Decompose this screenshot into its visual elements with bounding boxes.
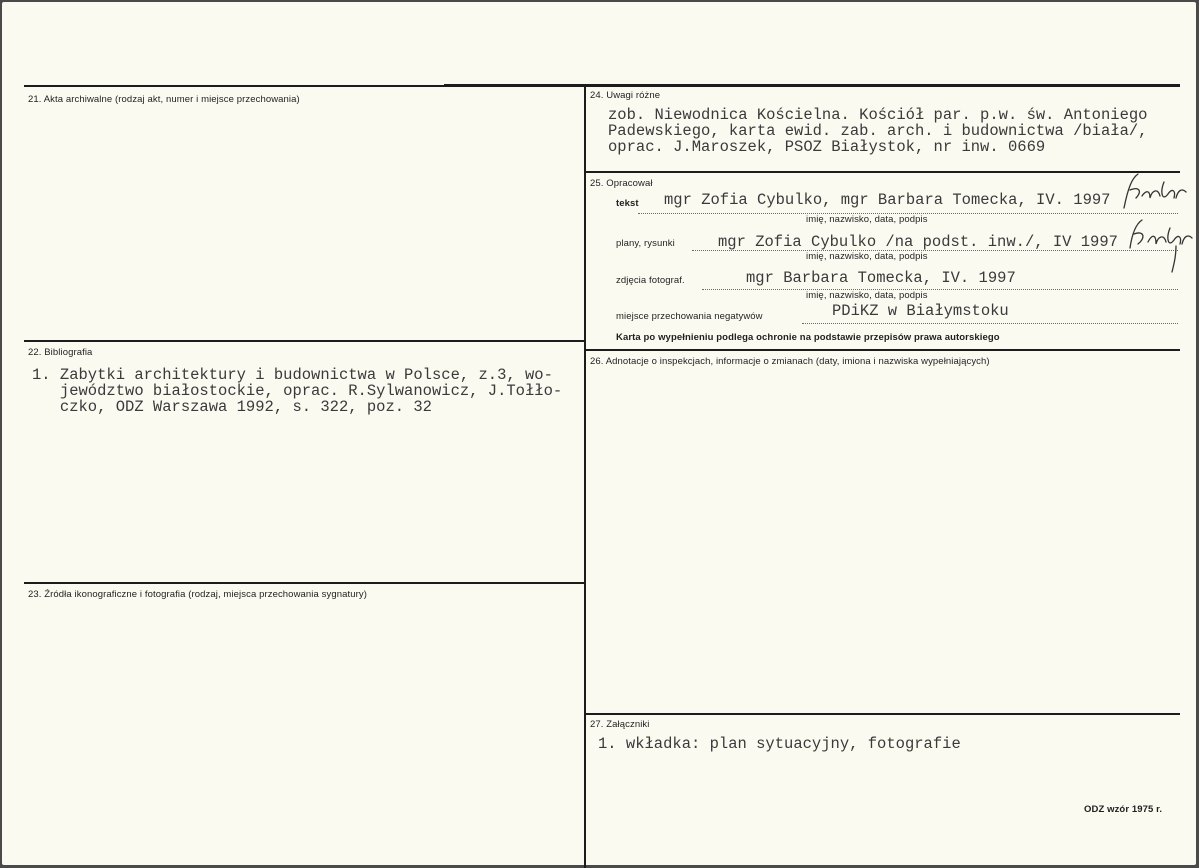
rule-after-26 (586, 713, 1180, 715)
plany-dotted-line (692, 250, 1178, 251)
section-23-label: 23. Źródła ikonograficzne i fotografia (rodzaj, miejsca przechowania sygnatury) (28, 589, 367, 600)
zdjecia-value: mgr Barbara Tomecka, IV. 1997 (746, 269, 1016, 287)
tekst-label: tekst (616, 198, 639, 209)
rule-after-24 (586, 171, 1180, 173)
zdjecia-caption: imię, nazwisko, data, podpis (806, 290, 928, 301)
section-24-label: 24. Uwagi różne (590, 90, 661, 101)
form-id: ODZ wzór 1975 r. (1084, 804, 1163, 815)
top-rule-right (444, 84, 1180, 87)
vertical-divider (584, 86, 586, 868)
plany-value: mgr Zofia Cybulko /na podst. inw./, IV 1997 (718, 233, 1118, 251)
section-21-label: 21. Akta archiwalne (rodzaj akt, numer i miejsce przechowania) (28, 94, 300, 105)
top-rule-left (24, 85, 444, 87)
rule-after-25 (586, 349, 1180, 351)
remarks-line-3: oprac. J.Maroszek, PSOZ Białystok, nr inw. 0669 (608, 138, 1046, 156)
negatywy-dotted-line (802, 323, 1178, 324)
tekst-caption: imię, nazwisko, data, podpis (806, 214, 928, 225)
signature-1 (1120, 168, 1190, 214)
section-26-label: 26. Adnotacje o inspekcjach, informacje o zmianach (daty, imiona i nazwiska wypełniających) (590, 356, 990, 367)
bibliography-line-2: jewództwo białostockie, oprac. R.Sylwanowicz, J.Tołło- (32, 382, 563, 400)
attachments-line-1: 1. wkładka: plan sytuacyjny, fotografie (598, 735, 961, 753)
section-22-label: 22. Bibliografia (28, 347, 93, 358)
bibliography-line-1: 1. Zabytki architektury i budownictwa w Polsce, z.3, wo- (32, 366, 553, 384)
plany-caption: imię, nazwisko, data, podpis (806, 251, 928, 262)
negatywy-label: miejsce przechowania negatywów (616, 311, 763, 322)
remarks-line-1: zob. Niewodnica Kościelna. Kościół par. p.w. św. Antoniego (608, 106, 1148, 124)
section-25-label: 25. Opracował (590, 178, 653, 189)
rule-after-21 (24, 340, 586, 342)
section-27-label: 27. Załączniki (590, 719, 650, 730)
rule-after-22 (24, 582, 586, 584)
bibliography-line-3: czko, ODZ Warszawa 1992, s. 322, poz. 32 (32, 398, 432, 416)
zdjecia-label: zdjęcia fotograf. (616, 275, 685, 286)
remarks-line-2: Padewskiego, karta ewid. zab. arch. i budownictwa /biała/, (608, 122, 1148, 140)
negatywy-value: PDiKZ w Białymstoku (832, 302, 1009, 320)
record-card (2, 2, 1196, 865)
signature-2 (1124, 212, 1194, 276)
zdjecia-dotted-line (702, 289, 1178, 290)
tekst-value: mgr Zofia Cybulko, mgr Barbara Tomecka, IV. 1997 (664, 191, 1111, 209)
plany-label: plany, rysunki (616, 238, 675, 249)
copyright-notice: Karta po wypełnieniu podlega ochronie na podstawie przepisów prawa autorskiego (616, 332, 1000, 343)
